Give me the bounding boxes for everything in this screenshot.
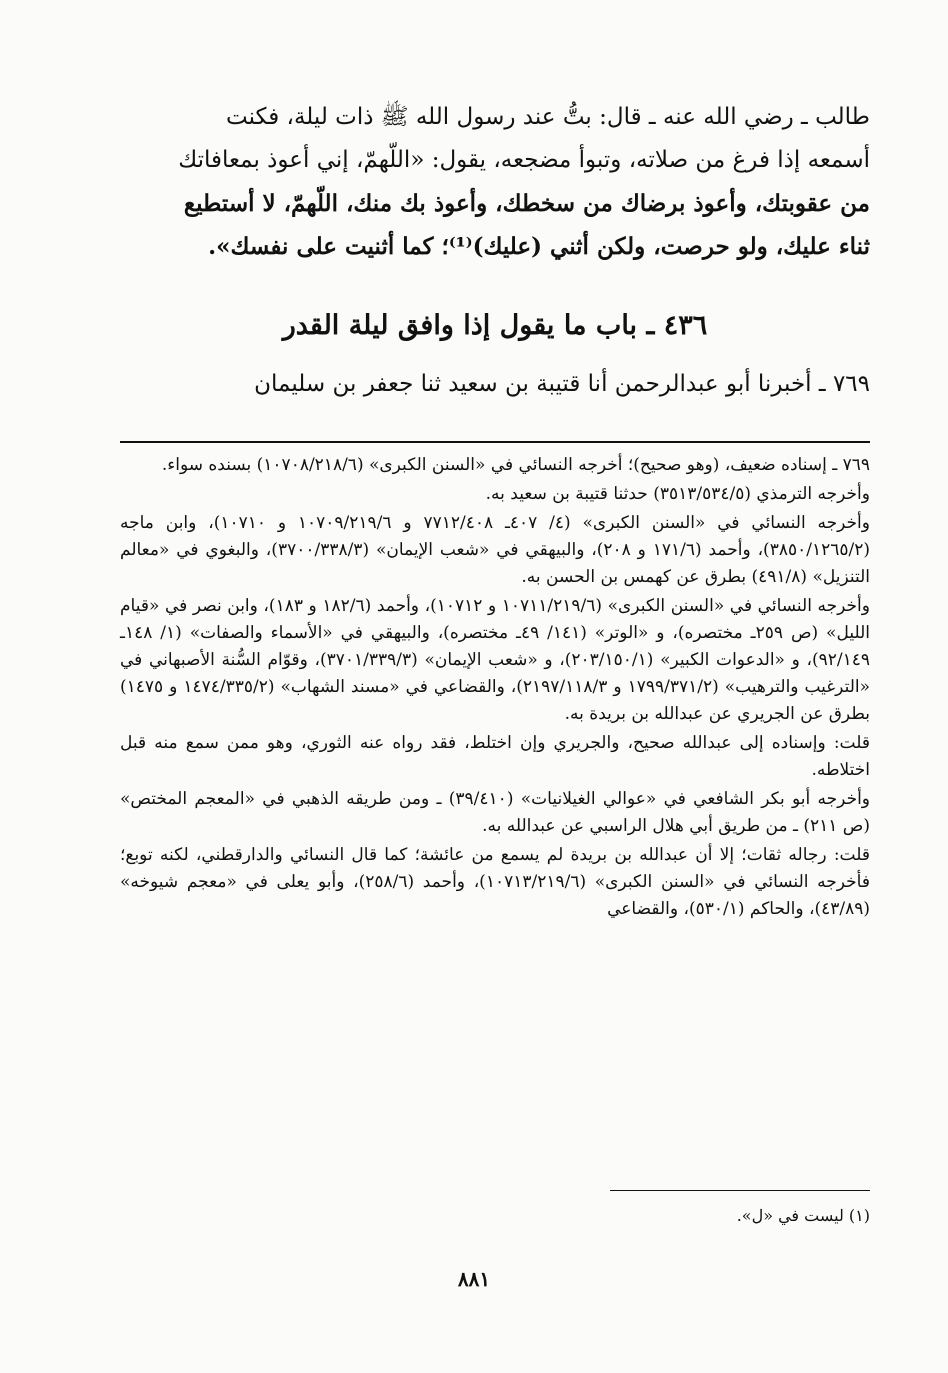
note-paragraph: وأخرجه أبو بكر الشافعي في «عوالي الغيلانيات» (٣٩/٤١٠) ـ ومن طريقه الذهبي في «المعجم المختص» (ص ٢١١) ـ من طريق أبي هلال الراسبي عن عبدالله به. (120, 789, 871, 836)
main-line: طالب ـ رضي الله عنه ـ قال: بتُّ عند رسول الله ﷺ ذات ليلة، فكنت (226, 104, 870, 130)
main-line: ثناء عليك، ولو حرصت، ولكن أثني (عليك)⁽¹⁾؛ كما أثنيت على نفسك». (208, 233, 870, 260)
chapter-title: ٤٣٦ ـ باب ما يقول إذا وافق ليلة القدر (282, 310, 708, 341)
footnote: (١) ليست في «ل». (736, 1206, 870, 1225)
main-line: أسمعه إذا فرغ من صلاته، وتبوأ مضجعه، يقول: «اللّهمّ، إني أعوذ بمعافاتك (178, 147, 870, 173)
main-line: من عقوبتك، وأعوذ برضاك من سخطك، وأعوذ بك منك، اللّهمّ، لا أستطيع (183, 190, 870, 217)
footnote-rule (610, 1190, 870, 1191)
main-text (120, 96, 870, 268)
notes-section (120, 452, 870, 925)
note-paragraph: وأخرجه الترمذي (٣٥١٣/٥٣٤/٥) حدثنا قتيبة بن سعيد به. (485, 484, 870, 504)
note-paragraph: ٧٦٩ ـ إسناده ضعيف، (وهو صحيح)؛ أخرجه النسائي في «السنن الكبرى» (١٠٧٠٨/٢١٨/٦) بسنده سواء. (161, 455, 870, 475)
note-paragraph: وأخرجه النسائي في «السنن الكبرى» (٤/ ٤٠٧ـ ٧٧١٢/٤٠٨ و ١٠٧٠٩/٢١٩/٦ و ١٠٧١٠)، وابن ماجه (٣٨٥٠/١٢٦٥/٢)، وأحمد (١٧١/٦ و ٢٠٨)، والبيهقي في «شعب الإيمان» (٣٧٠٠/٣٣٨/٣)، والبغوي في «معالم التنزيل» (٤٩١/٨) بطرق عن كهمس بن الحسن به. (120, 513, 870, 587)
footnote-separator (120, 441, 870, 443)
page-number: ٨٨١ (457, 1267, 491, 1291)
hadith-line: ٧٦٩ ـ أخبرنا أبو عبدالرحمن أنا قتيبة بن سعيد ثنا جعفر بن سليمان (254, 371, 870, 397)
note-paragraph: وأخرجه النسائي في «السنن الكبرى» (١٠٧١١/٢١٩/٦ و ١٠٧١٢)، وأحمد (١٨٢/٦ و ١٨٣)، وابن نصر في «قيام الليل» (ص ٢٥٩ـ مختصره)، و «الوتر» (١٤١/ ٤٩ـ مختصره)، والبيهقي في «الأسماء والصفات» (١/ ١٤٨ـ ٩٢/١٤٩)، و «الدعوات الكبير» (٢٠٣/١٥٠/١)، و «شعب الإيمان» (٣٧٠١/٣٣٩/٣)، وقوّام السُّنة الأصبهاني في «الترغيب والترهيب» (١٧٩٩/٣٧١/٢ و ٢١٩٧/١١٨/٣)، والقضاعي في «مسند الشهاب» (١٤٧٤/٣٣٥/٢ و ١٤٧٥) بطرق عن الجريري عن عبدالله بن بريدة به. (120, 596, 870, 724)
note-paragraph: قلت: وإسناده إلى عبدالله صحيح، والجريري وإن اختلط، فقد رواه عنه الثوري، وهو ممن سمع منه قبل اختلاطه. (120, 733, 870, 780)
note-paragraph: قلت: رجاله ثقات؛ إلا أن عبدالله بن بريدة لم يسمع من عائشة؛ كما قال النسائي والدارقطني، لكنه توبع؛ فأخرجه النسائي في «السنن الكبرى» (١٠٧١٣/٢١٩/٦)، وأحمد (٢٥٨/٦)، وأبو يعلى في «معجم شيوخه» (٤٣/٨٩)، والحاكم (٥٣٠/١)، والقضاعي (120, 845, 870, 919)
